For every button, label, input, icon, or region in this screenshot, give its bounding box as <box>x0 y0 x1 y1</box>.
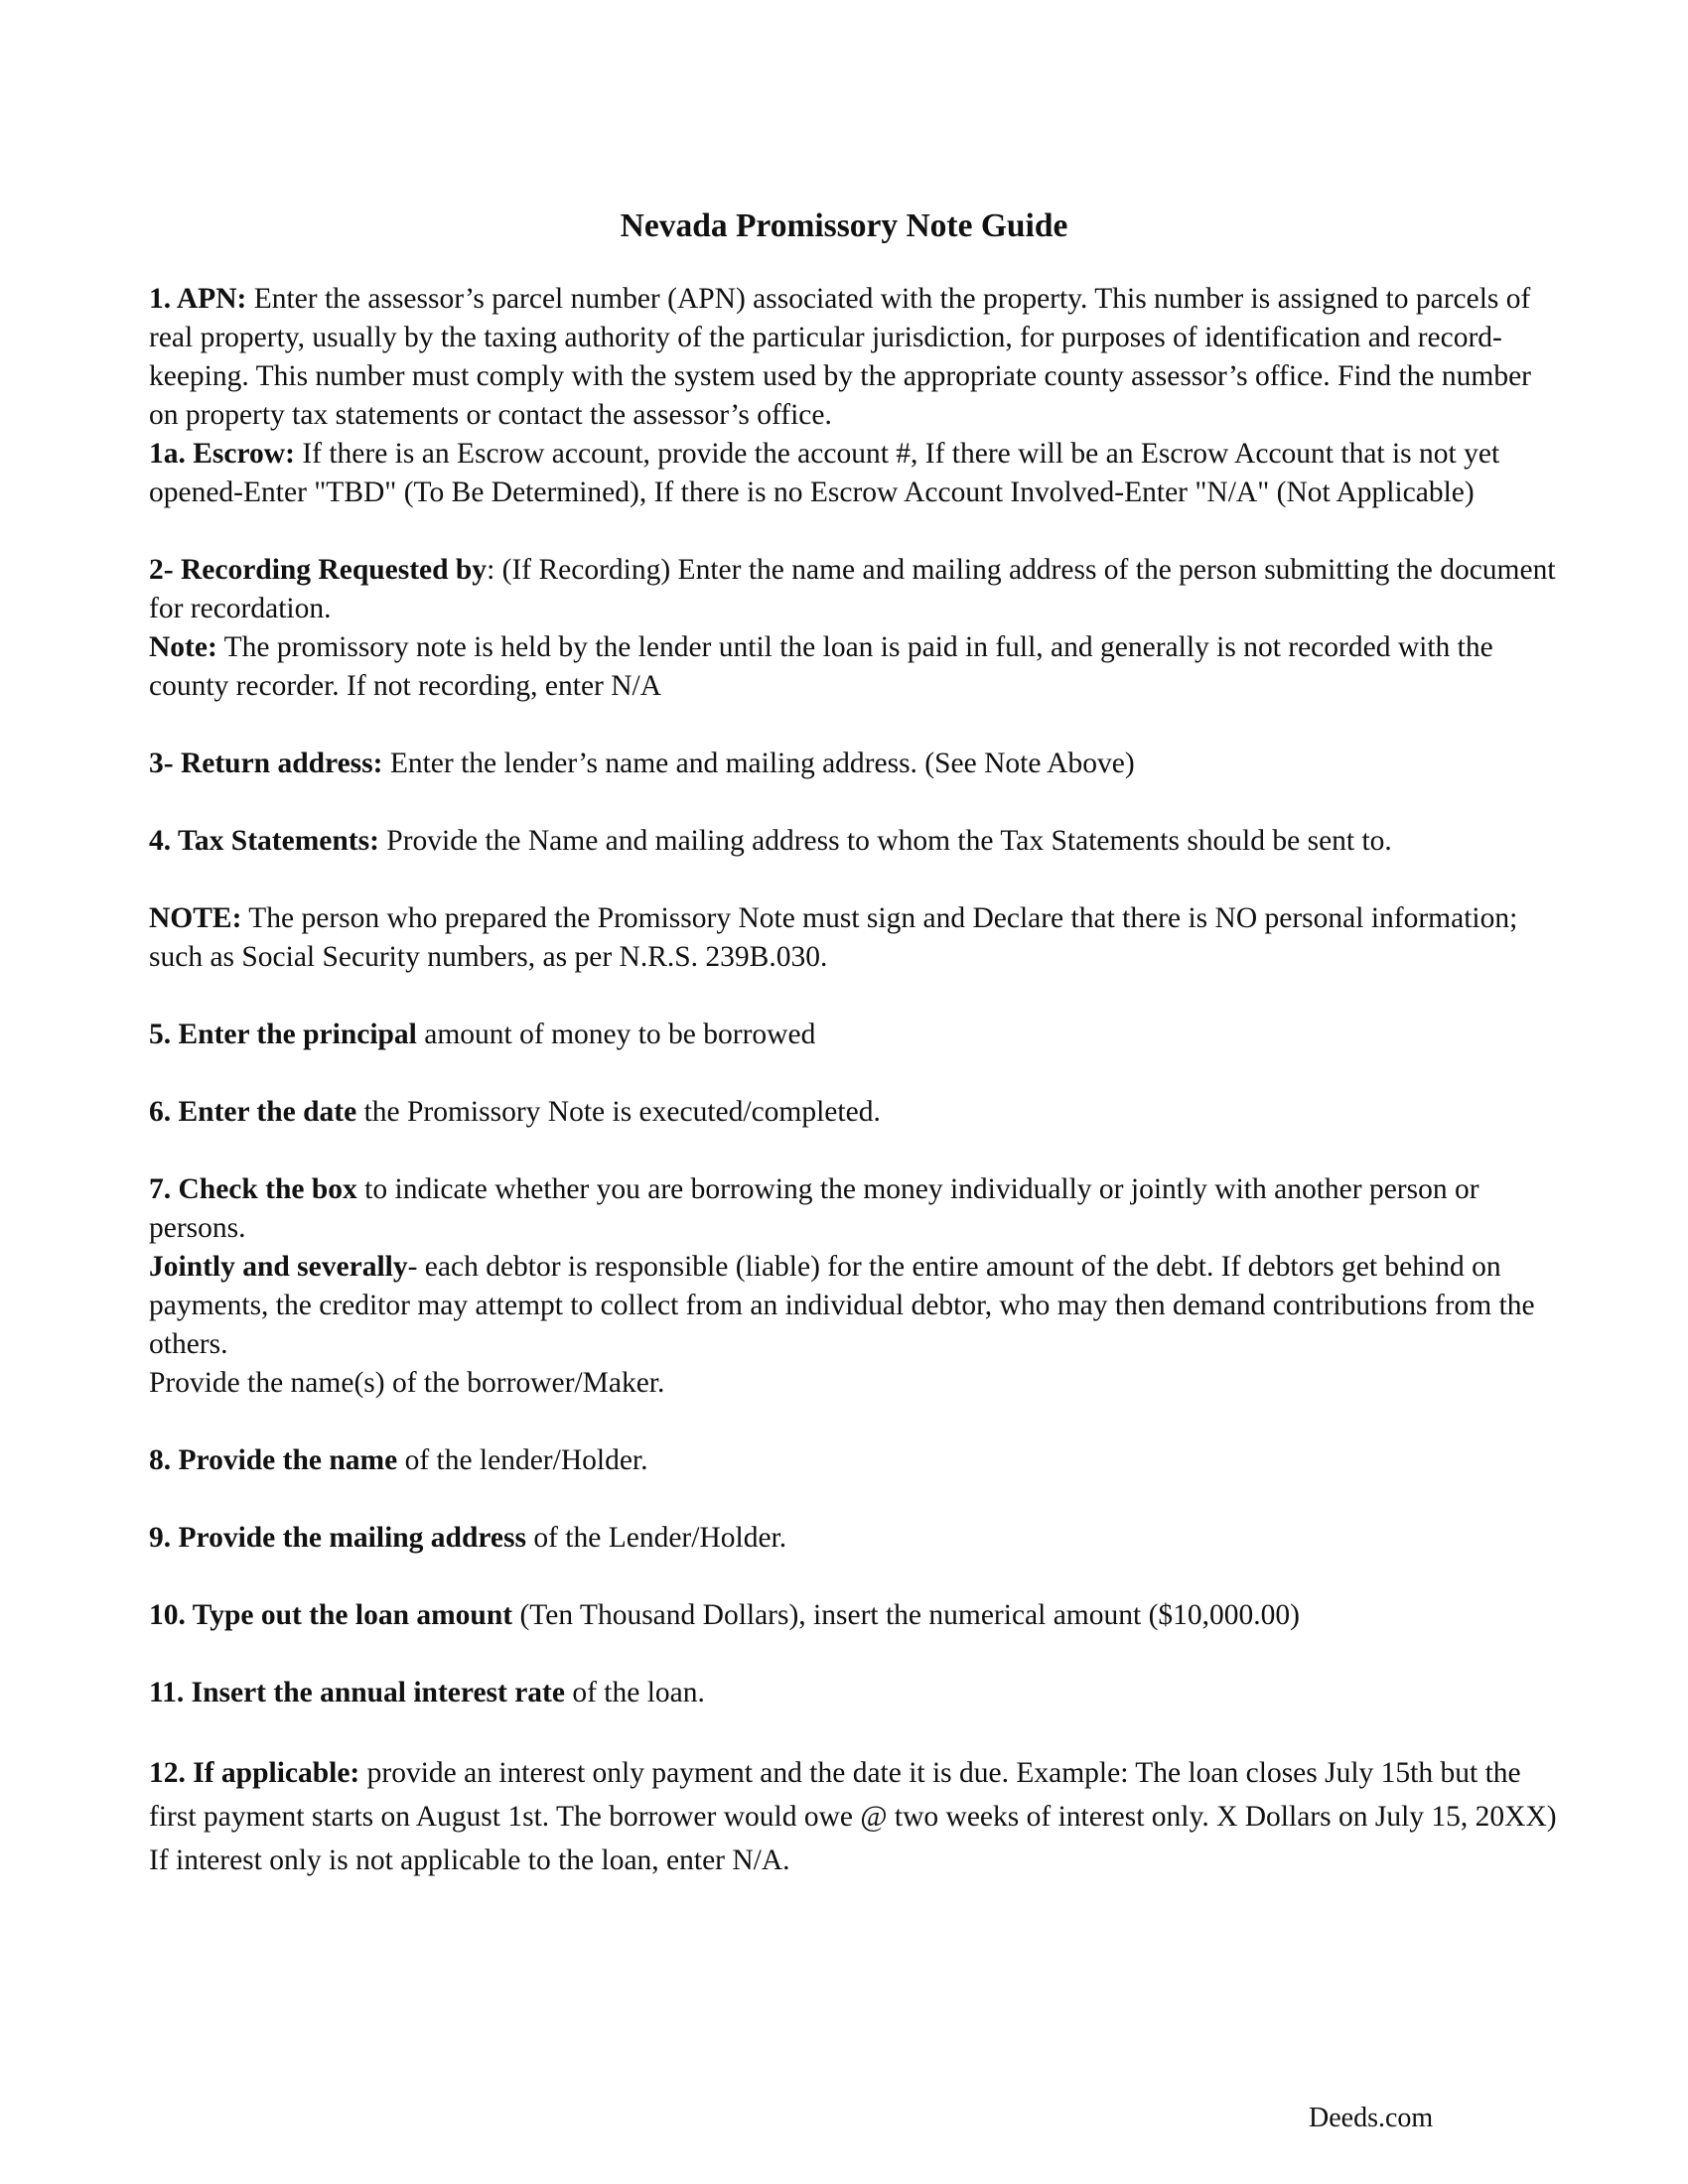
item-lender-name <box>149 1441 1559 1480</box>
item-tax-statements <box>149 822 1559 861</box>
item-lead: Jointly and severally <box>149 1251 408 1284</box>
item-interest-rate <box>149 1674 1559 1712</box>
document-body <box>149 280 1559 1882</box>
item-jointly-severally <box>149 1248 1559 1364</box>
item-lead: 5. Enter the principal <box>149 1019 417 1051</box>
item-text: Provide the name(s) of the borrower/Maker. <box>149 1367 665 1400</box>
item-text: The person who prepared the Promissory Note must sign and Declare that there is NO personal information; such as Social Security numbers, as per N.R.S. 239B.030. <box>149 902 1518 974</box>
item-text: of the lender/Holder. <box>397 1444 648 1477</box>
item-lead: 6. Enter the date <box>149 1096 357 1129</box>
item-lead: 3- Return address: <box>149 748 383 780</box>
item-lead: 7. Check the box <box>149 1173 357 1206</box>
item-escrow <box>149 435 1559 512</box>
item-lead: 12. If applicable: <box>149 1757 360 1790</box>
item-lender-address <box>149 1519 1559 1558</box>
item-note-recording <box>149 628 1559 706</box>
item-text: Enter the lender’s name and mailing address. (See Note Above) <box>382 748 1135 780</box>
item-principal <box>149 1016 1559 1054</box>
item-text: If there is an Escrow account, provide the account #, If there will be an Escrow Account that is not yet opened-Enter "TBD" (To Be Determined), If there is no Escrow Account Involved-Enter "N/A" (Not Applicable) <box>149 438 1500 509</box>
item-text: of the loan. <box>564 1677 705 1709</box>
item-text: of the Lender/Holder. <box>525 1522 787 1555</box>
item-text: provide an interest only payment and the date it is due. Example: The loan closes July 15th but the first payment starts on August 1st. The borrower would owe @ two weeks of interest only. X Dollars on July 15, 20XX) If interest only is not applicable to the loan, enter N/A. <box>149 1757 1557 1877</box>
item-text: Provide the Name and mailing address to whom the Tax Statements should be sent to. <box>378 825 1392 858</box>
item-check-box <box>149 1170 1559 1248</box>
item-date <box>149 1093 1559 1132</box>
item-lead: 1. APN: <box>149 283 247 316</box>
item-lead: Note: <box>149 631 217 664</box>
footer-brand: Deeds.com <box>1309 2103 1434 2133</box>
item-text: to indicate whether you are borrowing the money individually or jointly with another person or persons. <box>149 1173 1479 1245</box>
item-text: The promissory note is held by the lender until the loan is paid in full, and generally is not recorded with the county recorder. If not recording, enter N/A <box>149 631 1493 703</box>
item-apn <box>149 280 1559 435</box>
item-lead: 4. Tax Statements: <box>149 825 379 858</box>
document-page <box>149 206 1559 1882</box>
item-lead: NOTE: <box>149 902 242 935</box>
item-text: amount of money to be borrowed <box>416 1019 816 1051</box>
item-text: the Promissory Note is executed/completed. <box>356 1096 881 1129</box>
item-lead: 9. Provide the mailing address <box>149 1522 526 1555</box>
item-recording-requested <box>149 551 1559 628</box>
item-lead: 2- Recording Requested by <box>149 554 488 587</box>
item-text: - each debtor is responsible (liable) for the entire amount of the debt. If debtors get behind on payments, the creditor may attempt to collect from an individual debtor, who may then demand contributions from the others. <box>149 1251 1535 1361</box>
item-note-personal-info <box>149 899 1559 977</box>
document-title: Nevada Promissory Note Guide <box>620 207 1068 244</box>
item-lead: 11. Insert the annual interest rate <box>149 1677 565 1709</box>
item-lead: 8. Provide the name <box>149 1444 398 1477</box>
item-lead: 1a. Escrow: <box>149 438 295 471</box>
item-return-address <box>149 745 1559 783</box>
item-text: (Ten Thousand Dollars), insert the numerical amount ($10,000.00) <box>512 1599 1300 1632</box>
item-text: : (If Recording) Enter the name and mailing address of the person submitting the document for recordation. <box>149 554 1556 625</box>
item-interest-only <box>149 1751 1559 1882</box>
item-lead: 10. Type out the loan amount <box>149 1599 513 1632</box>
item-text: Enter the assessor’s parcel number (APN) associated with the property. This number is assigned to parcels of real property, usually by the taxing authority of the particular jurisdiction, for purposes of identification and record-keeping. This number must comply with the system used by the appropriate county assessor’s office. Find the number on property tax statements or contact the assessor’s office. <box>149 283 1532 432</box>
item-loan-amount <box>149 1596 1559 1635</box>
item-borrower-names <box>149 1364 1559 1403</box>
